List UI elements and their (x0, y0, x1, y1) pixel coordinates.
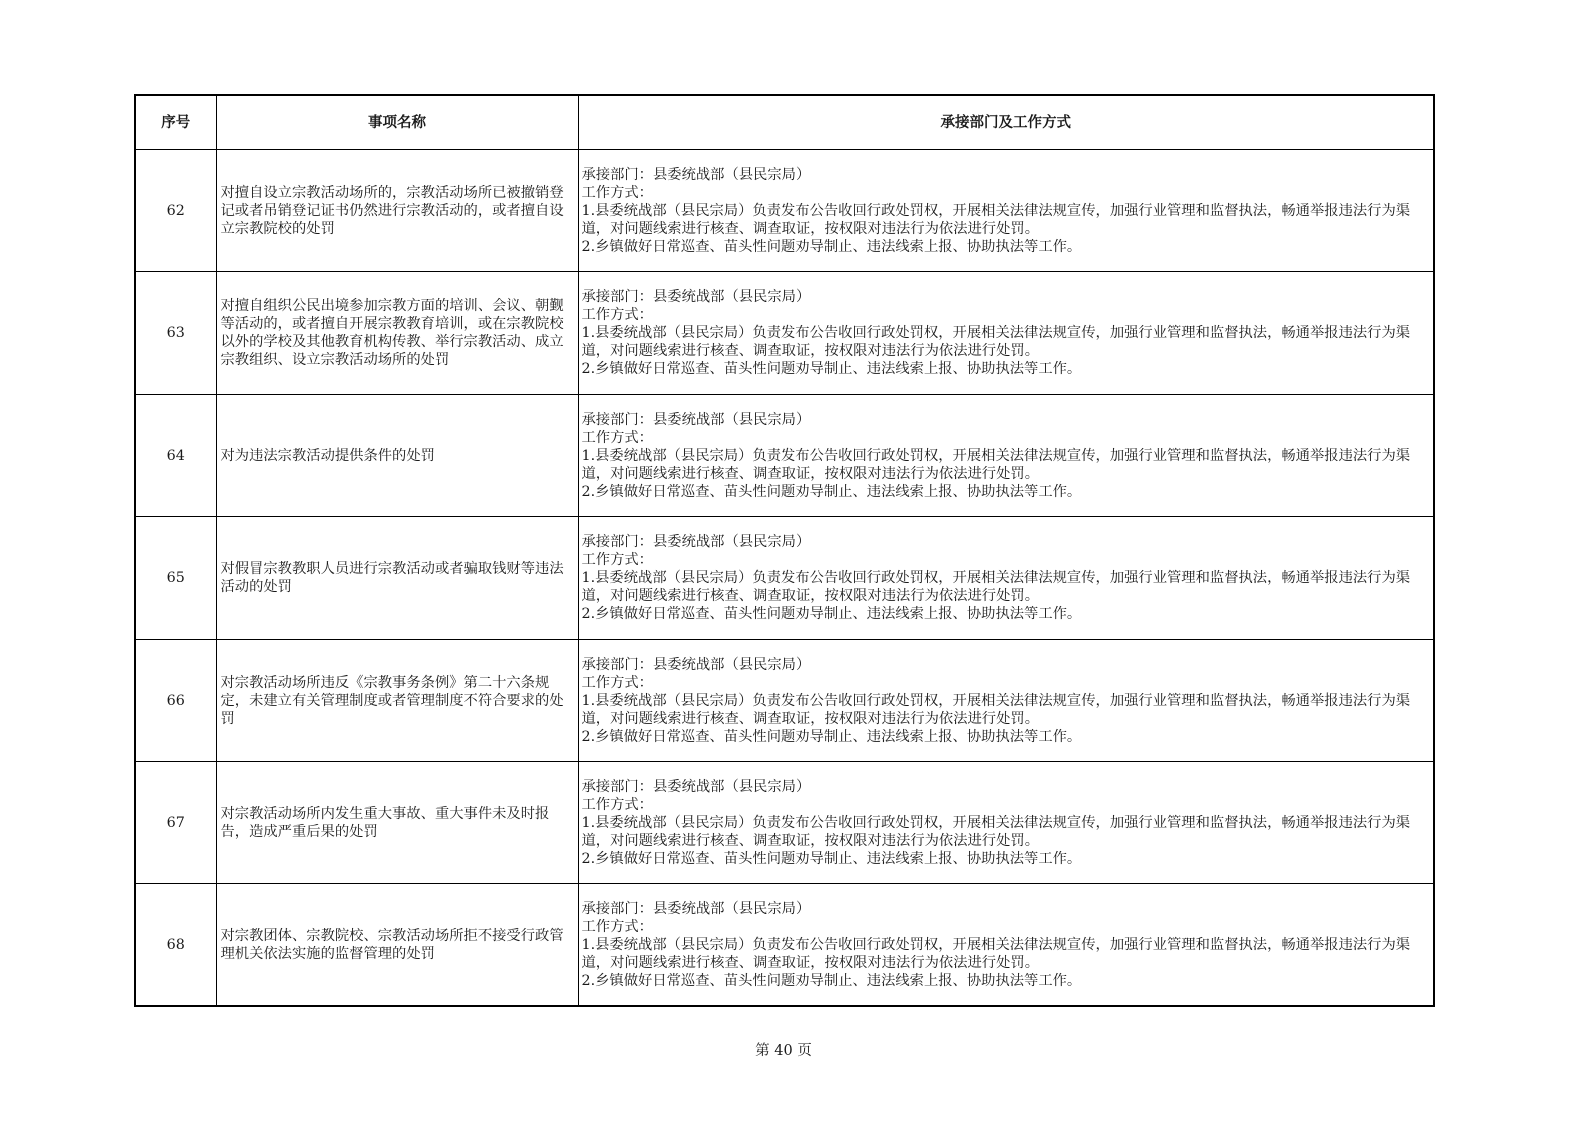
table-row (135, 150, 1434, 272)
method-item: 2.乡镇做好日常巡查、苗头性问题劝导制止、违法线索上报、协助执法等工作。 (581, 238, 1082, 255)
method-label: 工作方式： (581, 429, 653, 446)
table-row (135, 640, 1434, 762)
department-line: 承接部门：县委统战部（县民宗局） (581, 656, 811, 673)
department-line: 承接部门：县委统战部（县民宗局） (581, 900, 811, 917)
item-name: 对宗教活动场所违反《宗教事务条例》第二十六条规定，未建立有关管理制度或者管理制度不符合要求的处罚 (216, 640, 578, 762)
row-index: 68 (135, 884, 216, 1007)
department-and-method (578, 150, 1434, 272)
department-line: 承接部门：县委统战部（县民宗局） (581, 289, 811, 305)
method-item: 2.乡镇做好日常巡查、苗头性问题劝导制止、违法线索上报、协助执法等工作。 (581, 483, 1082, 500)
method-item: 1.县委统战部（县民宗局）负责发布公告收回行政处罚权，开展相关法律法规宣传，加强行业管理和监督执法，畅通举报违法行为渠道，对问题线索进行核查、调查取证，按权限对违法行为依法进行处罚。 (581, 692, 1411, 727)
method-item: 1.县委统战部（县民宗局）负责发布公告收回行政处罚权，开展相关法律法规宣传，加强行业管理和监督执法，畅通举报违法行为渠道，对问题线索进行核查、调查取证，按权限对违法行为依法进行处罚。 (581, 325, 1411, 359)
method-label: 工作方式： (581, 552, 653, 568)
row-index: 67 (135, 762, 216, 884)
table-row (135, 272, 1434, 395)
item-name: 对假冒宗教教职人员进行宗教活动或者骗取钱财等违法活动的处罚 (216, 517, 578, 640)
method-item: 2.乡镇做好日常巡查、苗头性问题劝导制止、违法线索上报、协助执法等工作。 (581, 972, 1082, 989)
method-label: 工作方式： (581, 184, 653, 201)
page-number: 第 40 页 (755, 1043, 812, 1059)
method-label: 工作方式： (581, 796, 653, 813)
method-item: 1.县委统战部（县民宗局）负责发布公告收回行政处罚权，开展相关法律法规宣传，加强行业管理和监督执法，畅通举报违法行为渠道，对问题线索进行核查、调查取证，按权限对违法行为依法进行处罚。 (581, 202, 1411, 237)
method-label: 工作方式： (581, 307, 653, 323)
department-and-method (578, 762, 1434, 884)
department-line: 承接部门：县委统战部（县民宗局） (581, 166, 811, 183)
method-item: 2.乡镇做好日常巡查、苗头性问题劝导制止、违法线索上报、协助执法等工作。 (581, 606, 1082, 622)
department-and-method (578, 395, 1434, 517)
row-index: 63 (135, 272, 216, 395)
items-table (134, 94, 1435, 1007)
header-name: 事项名称 (216, 95, 578, 150)
department-line: 承接部门：县委统战部（县民宗局） (581, 778, 811, 795)
table-row (135, 884, 1434, 1007)
table-row (135, 517, 1434, 640)
department-line: 承接部门：县委统战部（县民宗局） (581, 534, 811, 550)
department-and-method (578, 517, 1434, 640)
table-row (135, 395, 1434, 517)
method-item: 1.县委统战部（县民宗局）负责发布公告收回行政处罚权，开展相关法律法规宣传，加强行业管理和监督执法，畅通举报违法行为渠道，对问题线索进行核查、调查取证，按权限对违法行为依法进行处罚。 (581, 814, 1411, 849)
item-name: 对擅自组织公民出境参加宗教方面的培训、会议、朝觐等活动的，或者擅自开展宗教教育培训，或在宗教院校以外的学校及其他教育机构传教、举行宗教活动、成立宗教组织、设立宗教活动场所的处罚 (216, 272, 578, 395)
row-index: 64 (135, 395, 216, 517)
item-name: 对宗教团体、宗教院校、宗教活动场所拒不接受行政管理机关依法实施的监督管理的处罚 (216, 884, 578, 1007)
header-method: 承接部门及工作方式 (578, 95, 1434, 150)
table-header-row (135, 95, 1434, 150)
department-and-method (578, 272, 1434, 395)
method-label: 工作方式： (581, 918, 653, 935)
department-line: 承接部门：县委统战部（县民宗局） (581, 411, 811, 428)
row-index: 65 (135, 517, 216, 640)
method-item: 2.乡镇做好日常巡查、苗头性问题劝导制止、违法线索上报、协助执法等工作。 (581, 361, 1082, 377)
department-and-method (578, 884, 1434, 1007)
item-name: 对宗教活动场所内发生重大事故、重大事件未及时报告，造成严重后果的处罚 (216, 762, 578, 884)
department-and-method (578, 640, 1434, 762)
table-row (135, 762, 1434, 884)
row-index: 66 (135, 640, 216, 762)
header-index: 序号 (135, 95, 216, 150)
method-item: 2.乡镇做好日常巡查、苗头性问题劝导制止、违法线索上报、协助执法等工作。 (581, 728, 1082, 745)
method-item: 1.县委统战部（县民宗局）负责发布公告收回行政处罚权，开展相关法律法规宣传，加强行业管理和监督执法，畅通举报违法行为渠道，对问题线索进行核查、调查取证，按权限对违法行为依法进行处罚。 (581, 447, 1411, 482)
method-item: 2.乡镇做好日常巡查、苗头性问题劝导制止、违法线索上报、协助执法等工作。 (581, 850, 1082, 867)
row-index: 62 (135, 150, 216, 272)
method-label: 工作方式： (581, 674, 653, 691)
item-name: 对擅自设立宗教活动场所的，宗教活动场所已被撤销登记或者吊销登记证书仍然进行宗教活动的，或者擅自设立宗教院校的处罚 (216, 150, 578, 272)
item-name: 对为违法宗教活动提供条件的处罚 (216, 395, 578, 517)
method-item: 1.县委统战部（县民宗局）负责发布公告收回行政处罚权，开展相关法律法规宣传，加强行业管理和监督执法，畅通举报违法行为渠道，对问题线索进行核查、调查取证，按权限对违法行为依法进行处罚。 (581, 570, 1411, 604)
method-item: 1.县委统战部（县民宗局）负责发布公告收回行政处罚权，开展相关法律法规宣传，加强行业管理和监督执法，畅通举报违法行为渠道，对问题线索进行核查、调查取证，按权限对违法行为依法进行处罚。 (581, 936, 1411, 971)
